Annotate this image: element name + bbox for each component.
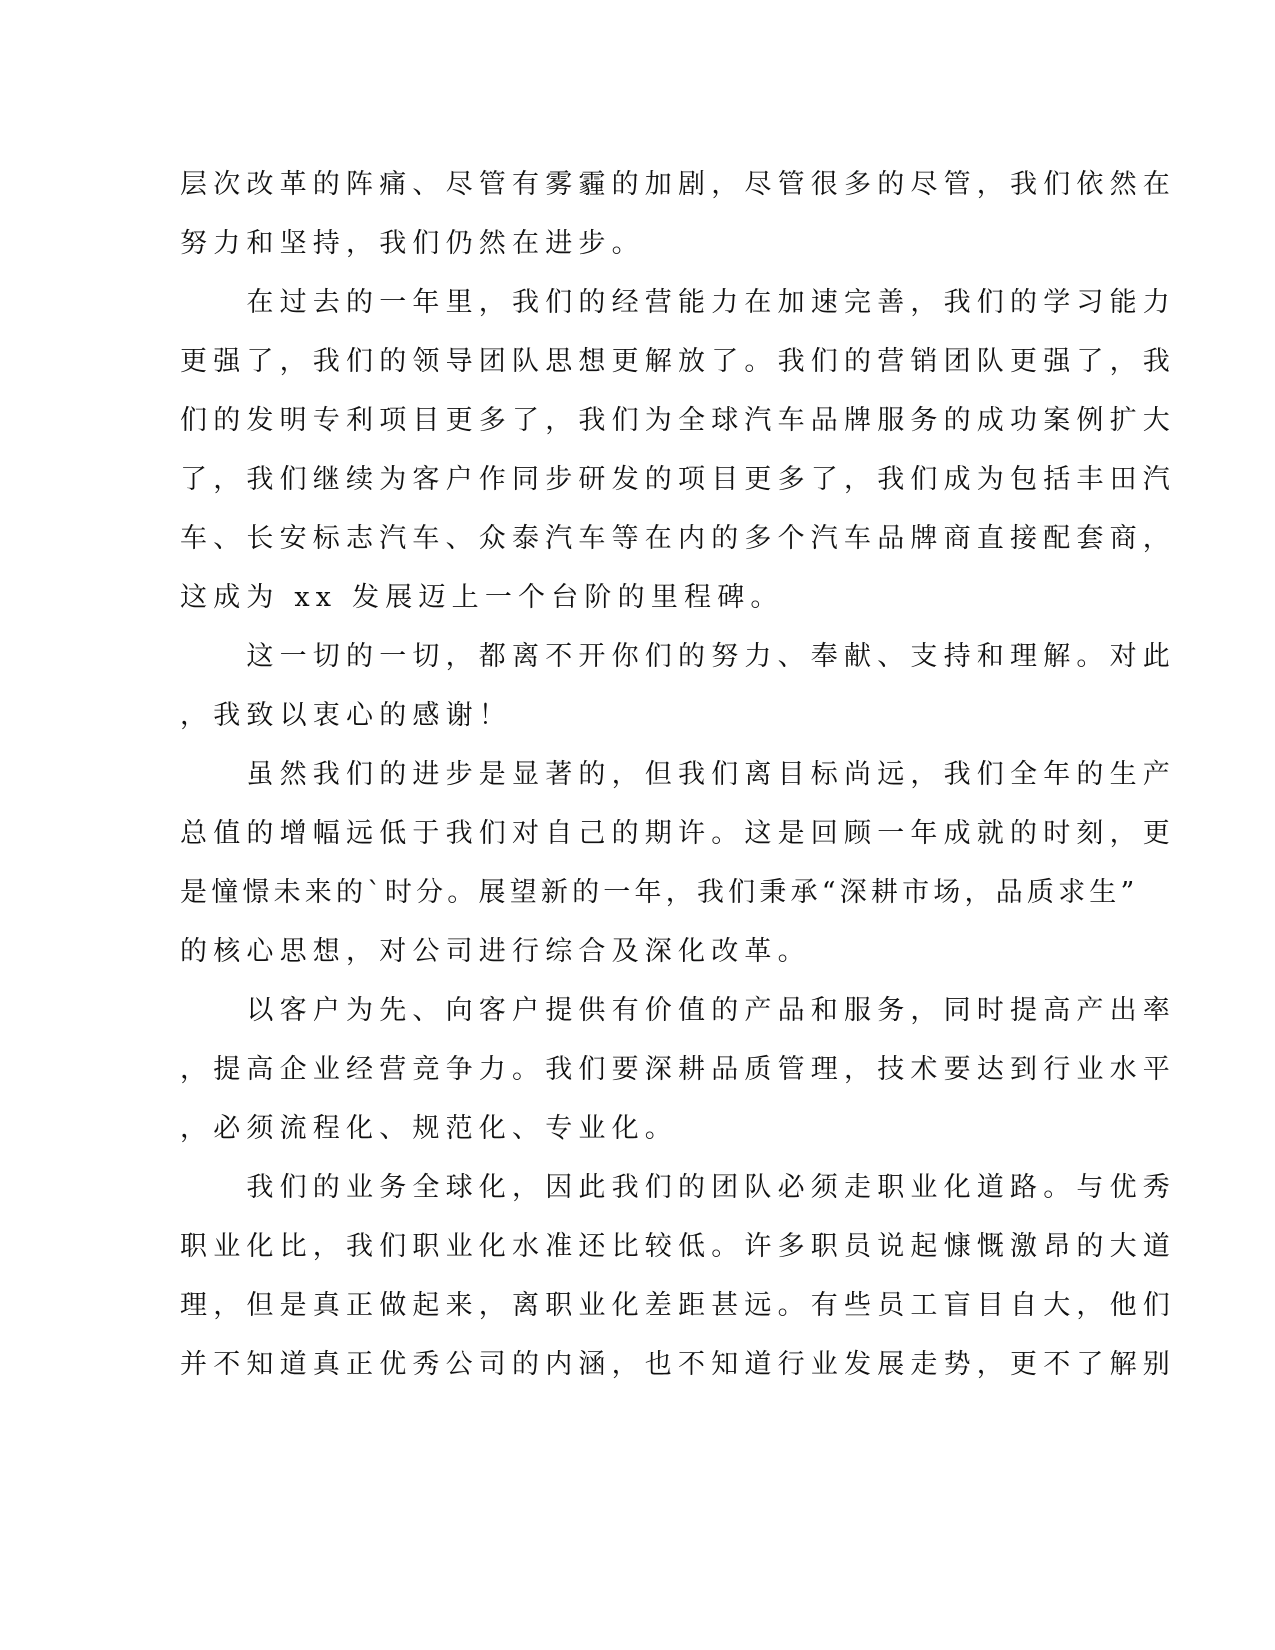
text-line: 在过去的一年里，我们的经营能力在加速完善，我们的学习能力 bbox=[180, 287, 1176, 318]
text-line: 是憧憬未来的`时分。展望新的一年，我们秉承“深耕市场，品质求生” bbox=[180, 877, 1139, 908]
text-line: 理，但是真正做起来，离职业化差距甚远。有些员工盲目自大，他们 bbox=[180, 1290, 1176, 1321]
text-line: 虽然我们的进步是显著的，但我们离目标尚远，我们全年的生产 bbox=[180, 759, 1176, 790]
text-line: 总值的增幅远低于我们对自己的期许。这是回顾一年成就的时刻，更 bbox=[180, 818, 1176, 849]
text-line: ，我致以衷心的感谢！ bbox=[180, 700, 512, 731]
text-line: 了，我们继续为客户作同步研发的项目更多了，我们成为包括丰田汽 bbox=[180, 464, 1176, 495]
text-line: ，提高企业经营竞争力。我们要深耕品质管理，技术要达到行业水平 bbox=[180, 1054, 1176, 1085]
text-line: 层次改革的阵痛、尽管有雾霾的加剧，尽管很多的尽管，我们依然在 bbox=[180, 169, 1176, 200]
text-line: 职业化比，我们职业化水准还比较低。许多职员说起慷慨激昂的大道 bbox=[180, 1231, 1176, 1262]
text-line: 这一切的一切，都离不开你们的努力、奉献、支持和理解。对此 bbox=[180, 641, 1176, 672]
text-line: 这成为 xx 发展迈上一个台阶的里程碑。 bbox=[180, 582, 784, 613]
text-line: 更强了，我们的领导团队思想更解放了。我们的营销团队更强了，我 bbox=[180, 346, 1176, 377]
text-line: 努力和坚持，我们仍然在进步。 bbox=[180, 228, 645, 259]
body-text bbox=[180, 155, 1176, 1394]
text-line: 以客户为先、向客户提供有价值的产品和服务，同时提高产出率 bbox=[180, 995, 1176, 1026]
text-line: 车、长安标志汽车、众泰汽车等在内的多个汽车品牌商直接配套商， bbox=[180, 523, 1176, 554]
text-line: 们的发明专利项目更多了，我们为全球汽车品牌服务的成功案例扩大 bbox=[180, 405, 1176, 436]
text-line: 的核心思想，对公司进行综合及深化改革。 bbox=[180, 936, 811, 967]
text-line: 我们的业务全球化，因此我们的团队必须走职业化道路。与优秀 bbox=[180, 1172, 1176, 1203]
text-line: 并不知道真正优秀公司的内涵，也不知道行业发展走势，更不了解别 bbox=[180, 1349, 1176, 1380]
text-line: ，必须流程化、规范化、专业化。 bbox=[180, 1113, 678, 1144]
